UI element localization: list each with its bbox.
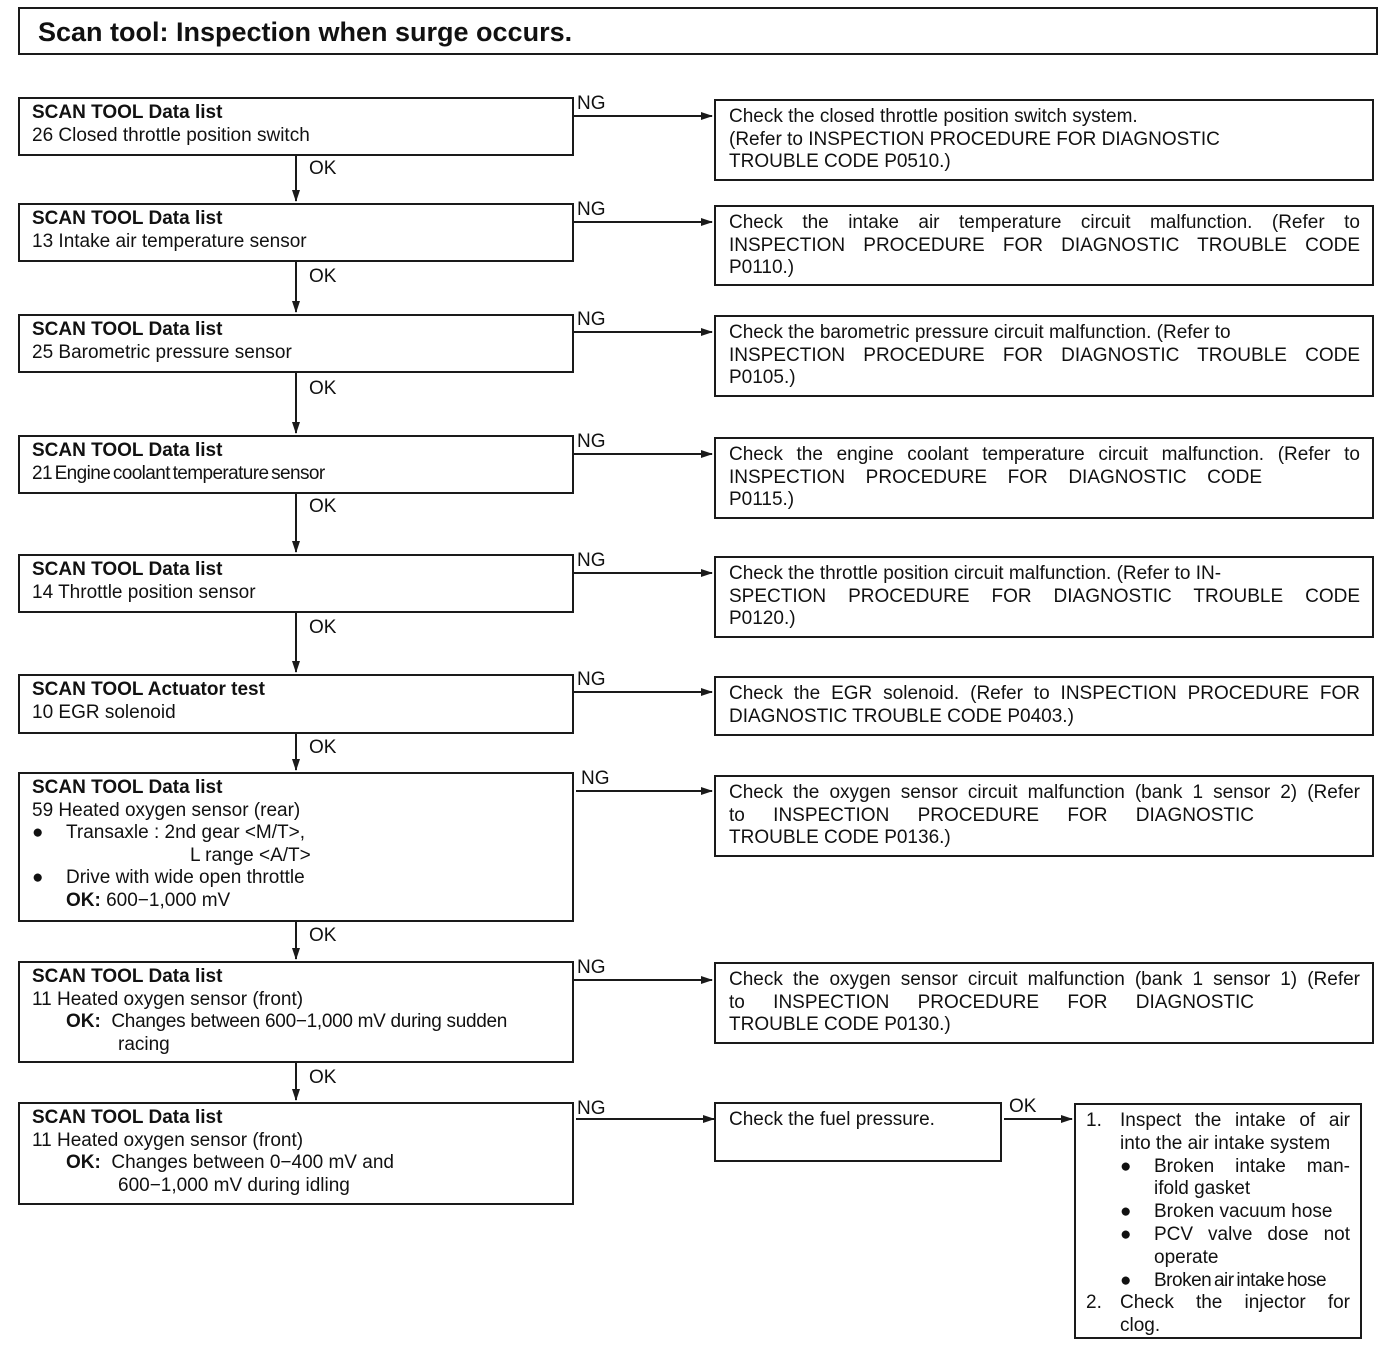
step-item: 10 EGR solenoid (32, 701, 176, 723)
step-heading: SCAN TOOL Data list (32, 1107, 223, 1128)
step-heading: SCAN TOOL Data list (32, 102, 223, 123)
step-5-box (18, 554, 574, 613)
ok-label: OK (309, 378, 337, 399)
final-item-2-cont: clog. (1120, 1315, 1161, 1337)
result-line: Check the oxygen sensor circuit malfunction (bank 1 sensor 1) (Refer (729, 969, 1360, 990)
step-heading: SCAN TOOL Data list (32, 319, 223, 340)
step-item: 11 Heated oxygen sensor (front) (32, 1129, 304, 1151)
ng-label: NG (577, 309, 606, 330)
final-item-1-cont: into the air intake system (1120, 1132, 1331, 1154)
final-bullet-cont: ifold gasket (1154, 1178, 1251, 1200)
condition-bullet: ● Drive with wide open throttle (32, 867, 305, 888)
result-line: Check the EGR solenoid. (Refer to INSPECTION PROCEDURE FOR (729, 683, 1360, 704)
result-line: to INSPECTION PROCEDURE FOR DIAGNOSTIC (729, 804, 1254, 826)
ng-label: NG (577, 1098, 606, 1119)
step-heading: SCAN TOOL Actuator test (32, 679, 265, 700)
step-4-box (18, 435, 574, 494)
ok-label: OK (309, 617, 337, 638)
final-bullet: ● Broken air intake hose (1120, 1269, 1327, 1291)
ok-label: OK (309, 266, 337, 287)
result-line: TROUBLE CODE P0510.) (729, 151, 951, 172)
bullet-icon: ● (1120, 1269, 1132, 1291)
result-3-box (714, 315, 1374, 397)
bullet-icon: ● (1120, 1201, 1132, 1223)
step-heading: SCAN TOOL Data list (32, 440, 223, 461)
result-line: TROUBLE CODE P0136.) (729, 827, 951, 848)
ok-criteria-cont: 600−1,000 mV during idling (118, 1174, 350, 1196)
result-9-box (714, 1102, 1002, 1162)
step-item: 13 Intake air temperature sensor (32, 230, 307, 252)
result-line: INSPECTION PROCEDURE FOR DIAGNOSTIC TROUBLE CODE (729, 234, 1360, 256)
result-1-box (714, 99, 1374, 181)
step-heading: SCAN TOOL Data list (32, 208, 223, 229)
final-item-2: 2. Check the injector for (1086, 1292, 1350, 1314)
ng-label: NG (577, 550, 606, 571)
result-line: DIAGNOSTIC TROUBLE CODE P0403.) (729, 705, 1074, 727)
ok-criteria: OK: 600−1,000 mV (66, 889, 231, 911)
result-line: Check the intake air temperature circuit malfunction. (Refer to (729, 212, 1360, 233)
step-7-box (18, 772, 574, 922)
step-heading: SCAN TOOL Data list (32, 777, 223, 798)
step-heading: SCAN TOOL Data list (32, 966, 223, 987)
bullet-icon: ● (32, 867, 44, 888)
step-9-box (18, 1102, 574, 1205)
result-line: Check the engine coolant temperature circuit malfunction. (Refer to (729, 444, 1360, 465)
step-1-box (18, 97, 574, 156)
result-8-box (714, 962, 1374, 1044)
result-line: Check the barometric pressure circuit malfunction. (Refer to (729, 322, 1231, 343)
bullet-icon: ● (1120, 1223, 1132, 1245)
result-7-box (714, 775, 1374, 857)
step-item: 11 Heated oxygen sensor (front) (32, 988, 304, 1010)
result-line: to INSPECTION PROCEDURE FOR DIAGNOSTIC (729, 991, 1254, 1013)
result-4-box (714, 437, 1374, 519)
step-6-box (18, 674, 574, 734)
final-bullet: ● PCV valve dose not (1120, 1223, 1350, 1245)
result-line: (Refer to INSPECTION PROCEDURE FOR DIAGNOSTIC (729, 128, 1220, 150)
ng-label: NG (581, 768, 610, 789)
ng-label: NG (577, 93, 606, 114)
step-item: 25 Barometric pressure sensor (32, 341, 292, 363)
step-item: 21 Engine coolant temperature sensor (32, 462, 325, 484)
result-line: TROUBLE CODE P0130.) (729, 1014, 951, 1035)
final-item-1: 1. Inspect the intake of air (1086, 1110, 1350, 1131)
result-line: P0110.) (729, 257, 795, 278)
final-bullet-cont: operate (1154, 1246, 1219, 1268)
result-line: SPECTION PROCEDURE FOR DIAGNOSTIC TROUBLE CODE (729, 585, 1360, 607)
result-line: Check the oxygen sensor circuit malfunction (bank 1 sensor 2) (Refer (729, 782, 1360, 803)
bullet-icon: ● (1120, 1155, 1132, 1177)
ok-label: OK (309, 1067, 337, 1088)
ok-label: OK (309, 496, 337, 517)
step-item: 14 Throttle position sensor (32, 581, 256, 603)
final-bullet: ● Broken intake man- (1120, 1155, 1350, 1177)
result-2-box (714, 205, 1374, 286)
result-line: Check the closed throttle position switch system. (729, 106, 1138, 127)
ok-criteria: OK: Changes between 0−400 mV and (66, 1152, 394, 1173)
bullet-icon: ● (32, 822, 44, 843)
step-item: 59 Heated oxygen sensor (rear) (32, 799, 301, 821)
result-5-box (714, 556, 1374, 638)
ng-label: NG (577, 957, 606, 978)
step-item: 26 Closed throttle position switch (32, 124, 310, 146)
page-title: Scan tool: Inspection when surge occurs. (18, 7, 1378, 55)
result-line: Check the throttle position circuit malfunction. (Refer to IN- (729, 563, 1222, 584)
final-bullet: ● Broken vacuum hose (1120, 1201, 1333, 1223)
ng-label: NG (577, 199, 606, 220)
ok-criteria: OK: Changes between 600−1,000 mV during sudden (66, 1011, 508, 1032)
ok-label: OK (309, 737, 337, 758)
result-6-box (714, 676, 1374, 736)
ng-label: NG (577, 669, 606, 690)
ok-label: OK (309, 158, 337, 179)
step-2-box (18, 203, 574, 262)
result-line: P0115.) (729, 489, 795, 510)
condition-bullet: ● Transaxle : 2nd gear <M/T>, (32, 822, 306, 843)
ok-criteria-cont: racing (118, 1033, 170, 1055)
step-heading: SCAN TOOL Data list (32, 559, 223, 580)
ng-label: NG (577, 431, 606, 452)
result-line: Check the fuel pressure. (729, 1109, 935, 1130)
condition-bullet-cont: L range <A/T> (190, 844, 311, 866)
ok-label: OK (1009, 1096, 1037, 1117)
result-line: P0120.) (729, 608, 796, 629)
final-inspection-box (1074, 1103, 1362, 1339)
ok-label: OK (309, 925, 337, 946)
step-8-box (18, 961, 574, 1063)
result-line: INSPECTION PROCEDURE FOR DIAGNOSTIC TROUBLE CODE (729, 344, 1360, 366)
step-3-box (18, 314, 574, 373)
result-line: P0105.) (729, 367, 796, 388)
result-line: INSPECTION PROCEDURE FOR DIAGNOSTIC CODE (729, 466, 1262, 488)
